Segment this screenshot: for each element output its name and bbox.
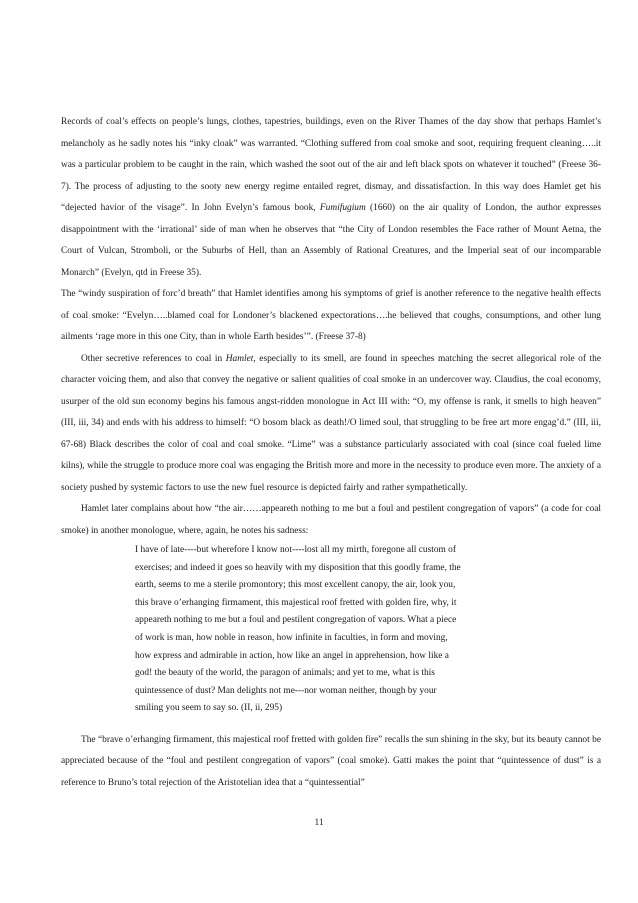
paragraph-coal-effects <box>61 112 601 284</box>
quote-line: quintessence of dust? Man delights not me---nor woman neither, though by your <box>135 685 437 696</box>
quote-line: god! the beauty of the world, the paragon of animals; and yet to me, what is this <box>135 668 435 679</box>
quote-line: exercises; and indeed it goes so heavily with my disposition that this goodly frame, the <box>135 562 461 573</box>
quote-line: how express and admirable in action, how like an angel in apprehension, how like a <box>135 650 449 661</box>
quote-line: this brave o’erhanging firmament, this majestical roof fretted with golden fire, why, it <box>135 597 457 608</box>
paragraph-hamlet-complains <box>61 499 601 542</box>
quote-line: smiling you seem to say so. (II, ii, 295) <box>135 703 283 714</box>
paragraph-text: Records of coal’s effects on people’s lungs, clothes, tapestries, buildings, even on the River Thames of the day show that perhaps Hamlet’s melancholy as he sadly notes his “inky cloak” was warranted. “Clothing suffered from coal smoke and soot, requiring frequent cleaning…..it was a particular problem to be caught in the rain, which washed the soot out of the air and left black spots on whatever it touched” (Freese 36-7). The process of adjusting to the sooty new energy regime entailed regret, dismay, and dissatisfaction. In this way does Hamlet get his “dejected havior of the visage”. In John Evelyn’s famous book, <box>61 117 601 213</box>
block-quote <box>135 542 517 718</box>
document-body <box>61 112 601 794</box>
paragraph-text: , especially to its smell, are found in speeches matching the secret allegorical role of the character voicing them, and also that convey the negative or salient qualities of coal smoke in an undercover way. Claudius, the coal economy, usurper of the old sun economy begins his famous angst-ridden monologue in Act III with: “O, my offense is rank, it smells to high heaven” (III, iii, 34) and ends with his address to himself: “O bosom black as death!/O limed soul, that struggling to be free art more engag’d.” (III, iii, 67-68) Black describes the color of coal and coal smoke. “Lime” was a substance particularly associated with coal (since coal fueled lime kilns), while the struggle to produce more coal was engaging the British more and more in the necessity to produce even more. The anxiety of a society pushed by systemic factors to use the new fuel resource is depicted fairly and rather sympathetically. <box>61 353 601 493</box>
paragraph-text: The “windy suspiration of forc’d breath” that Hamlet identifies among his symptoms of grief is another reference to the negative health effects of coal smoke: “Evelyn…..blamed coal for Londoner’s blackened expectorations….he believed that coughs, consumptions, and other lung ailments ‘rage more in this one City, than in whole Earth besides’”. (Freese 37-8) <box>61 289 601 342</box>
quote-line: appeareth nothing to me but a foul and pestilent congregation of vapors. What a piece <box>135 615 457 626</box>
paragraph-text: Other secretive references to coal in <box>81 353 226 364</box>
paragraph-text: Hamlet later complains about how “the air……appeareth nothing to me but a foul and pestilent congregation of vapors” (a code for coal smoke) in another monologue, where, again, he notes his sadness: <box>61 504 601 536</box>
play-title-hamlet: Hamlet <box>225 353 254 364</box>
paragraph-firmament <box>61 730 601 795</box>
paragraph-text: (1660) on the air quality of London, the author expresses disappointment with the ‘irrational’ side of man when he observes that “the City of London resembles the Face rather of Mount Aetna, the Court of Vulcan, Stromboli, or the Suburbs of Hell, than an Assembly of Rational Creatures, and the Imperial seat of our incomparable Monarch” (Evelyn, qtd in Freese 35). <box>61 203 601 278</box>
paragraph-windy-suspiration <box>61 284 601 349</box>
quote-line: of work is man, how noble in reason, how infinite in faculties, in form and moving, <box>135 632 448 643</box>
quote-line: earth, seems to me a sterile promontory; this most excellent canopy, the air, look you, <box>135 580 456 591</box>
book-title-fumifugium: Fumifugium <box>319 203 366 213</box>
page-number: 11 <box>314 818 324 828</box>
paragraph-secretive-references <box>61 349 601 500</box>
paragraph-text: The “brave o’erhanging firmament, this majestical roof fretted with golden fire” recalls the sun shining in the sky, but its beauty cannot be appreciated because of the “foul and pestilent congregation of vapors” (coal smoke). Gatti makes the point that “quintessence of dust” is a reference to Bruno’s total rejection of the Aristotelian idea that a “quintessential” <box>61 734 601 788</box>
quote-line: I have of late----but wherefore I know not----lost all my mirth, foregone all custom of <box>135 545 456 555</box>
spacer <box>61 718 601 730</box>
